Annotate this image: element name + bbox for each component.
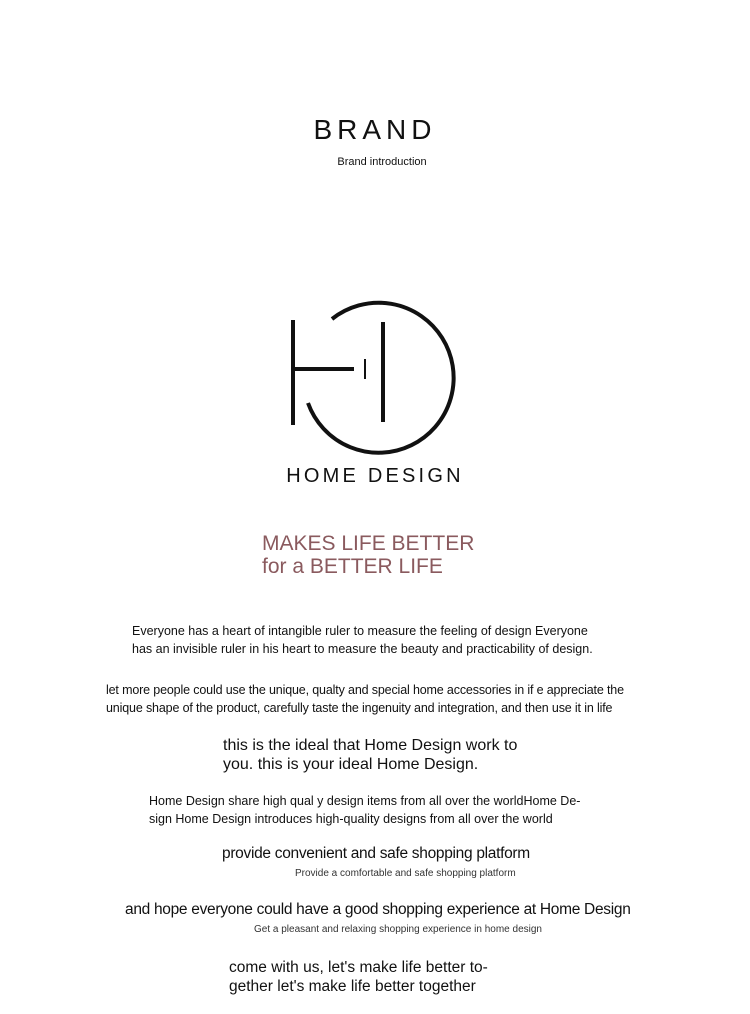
- paragraph-line: has an invisible ruler in his heart to measure the beauty and practicability of design.: [132, 642, 593, 656]
- intro-paragraph-2: [106, 681, 624, 717]
- intro-paragraph-1: [132, 622, 593, 658]
- share-paragraph: [149, 792, 580, 828]
- platform-subtext: Provide a comfortable and safe shopping platform: [295, 868, 516, 879]
- tagline: [262, 532, 474, 578]
- paragraph-line: gether let's make life better together: [229, 978, 476, 995]
- ideal-paragraph: [223, 736, 517, 774]
- brand-subtitle: Brand introduction: [337, 156, 427, 168]
- paragraph-line: Home Design share high qual y design items from all over the worldHome De-: [149, 794, 581, 808]
- paragraph-line: sign Home Design introduces high-quality designs from all over the world: [149, 812, 553, 826]
- paragraph-line: come with us, let's make life better to-: [229, 959, 488, 976]
- paragraph-line: let more people could use the unique, qualty and special home accessories in if e appreciate the: [106, 683, 624, 697]
- hd-monogram-icon: [0, 0, 750, 500]
- paragraph-line: unique shape of the product, carefully taste the ingenuity and integration, and then use it in life: [106, 701, 613, 715]
- tagline-line-1: MAKES LIFE BETTER: [262, 532, 475, 555]
- paragraph-line: this is the ideal that Home Design work to: [223, 737, 518, 754]
- logo-wordmark: HOME DESIGN: [286, 465, 464, 487]
- closing-paragraph: [229, 958, 488, 996]
- paragraph-line: you. this is your ideal Home Design.: [223, 756, 479, 773]
- experience-subtext: Get a pleasant and relaxing shopping experience in home design: [254, 924, 542, 935]
- platform-heading: provide convenient and safe shopping platform: [222, 845, 530, 862]
- experience-heading: and hope everyone could have a good shopping experience at Home Design: [125, 901, 631, 918]
- paragraph-line: Everyone has a heart of intangible ruler to measure the feeling of design Everyone: [132, 624, 588, 638]
- brand-title: BRAND: [313, 114, 437, 145]
- tagline-line-2: for a BETTER LIFE: [262, 555, 443, 578]
